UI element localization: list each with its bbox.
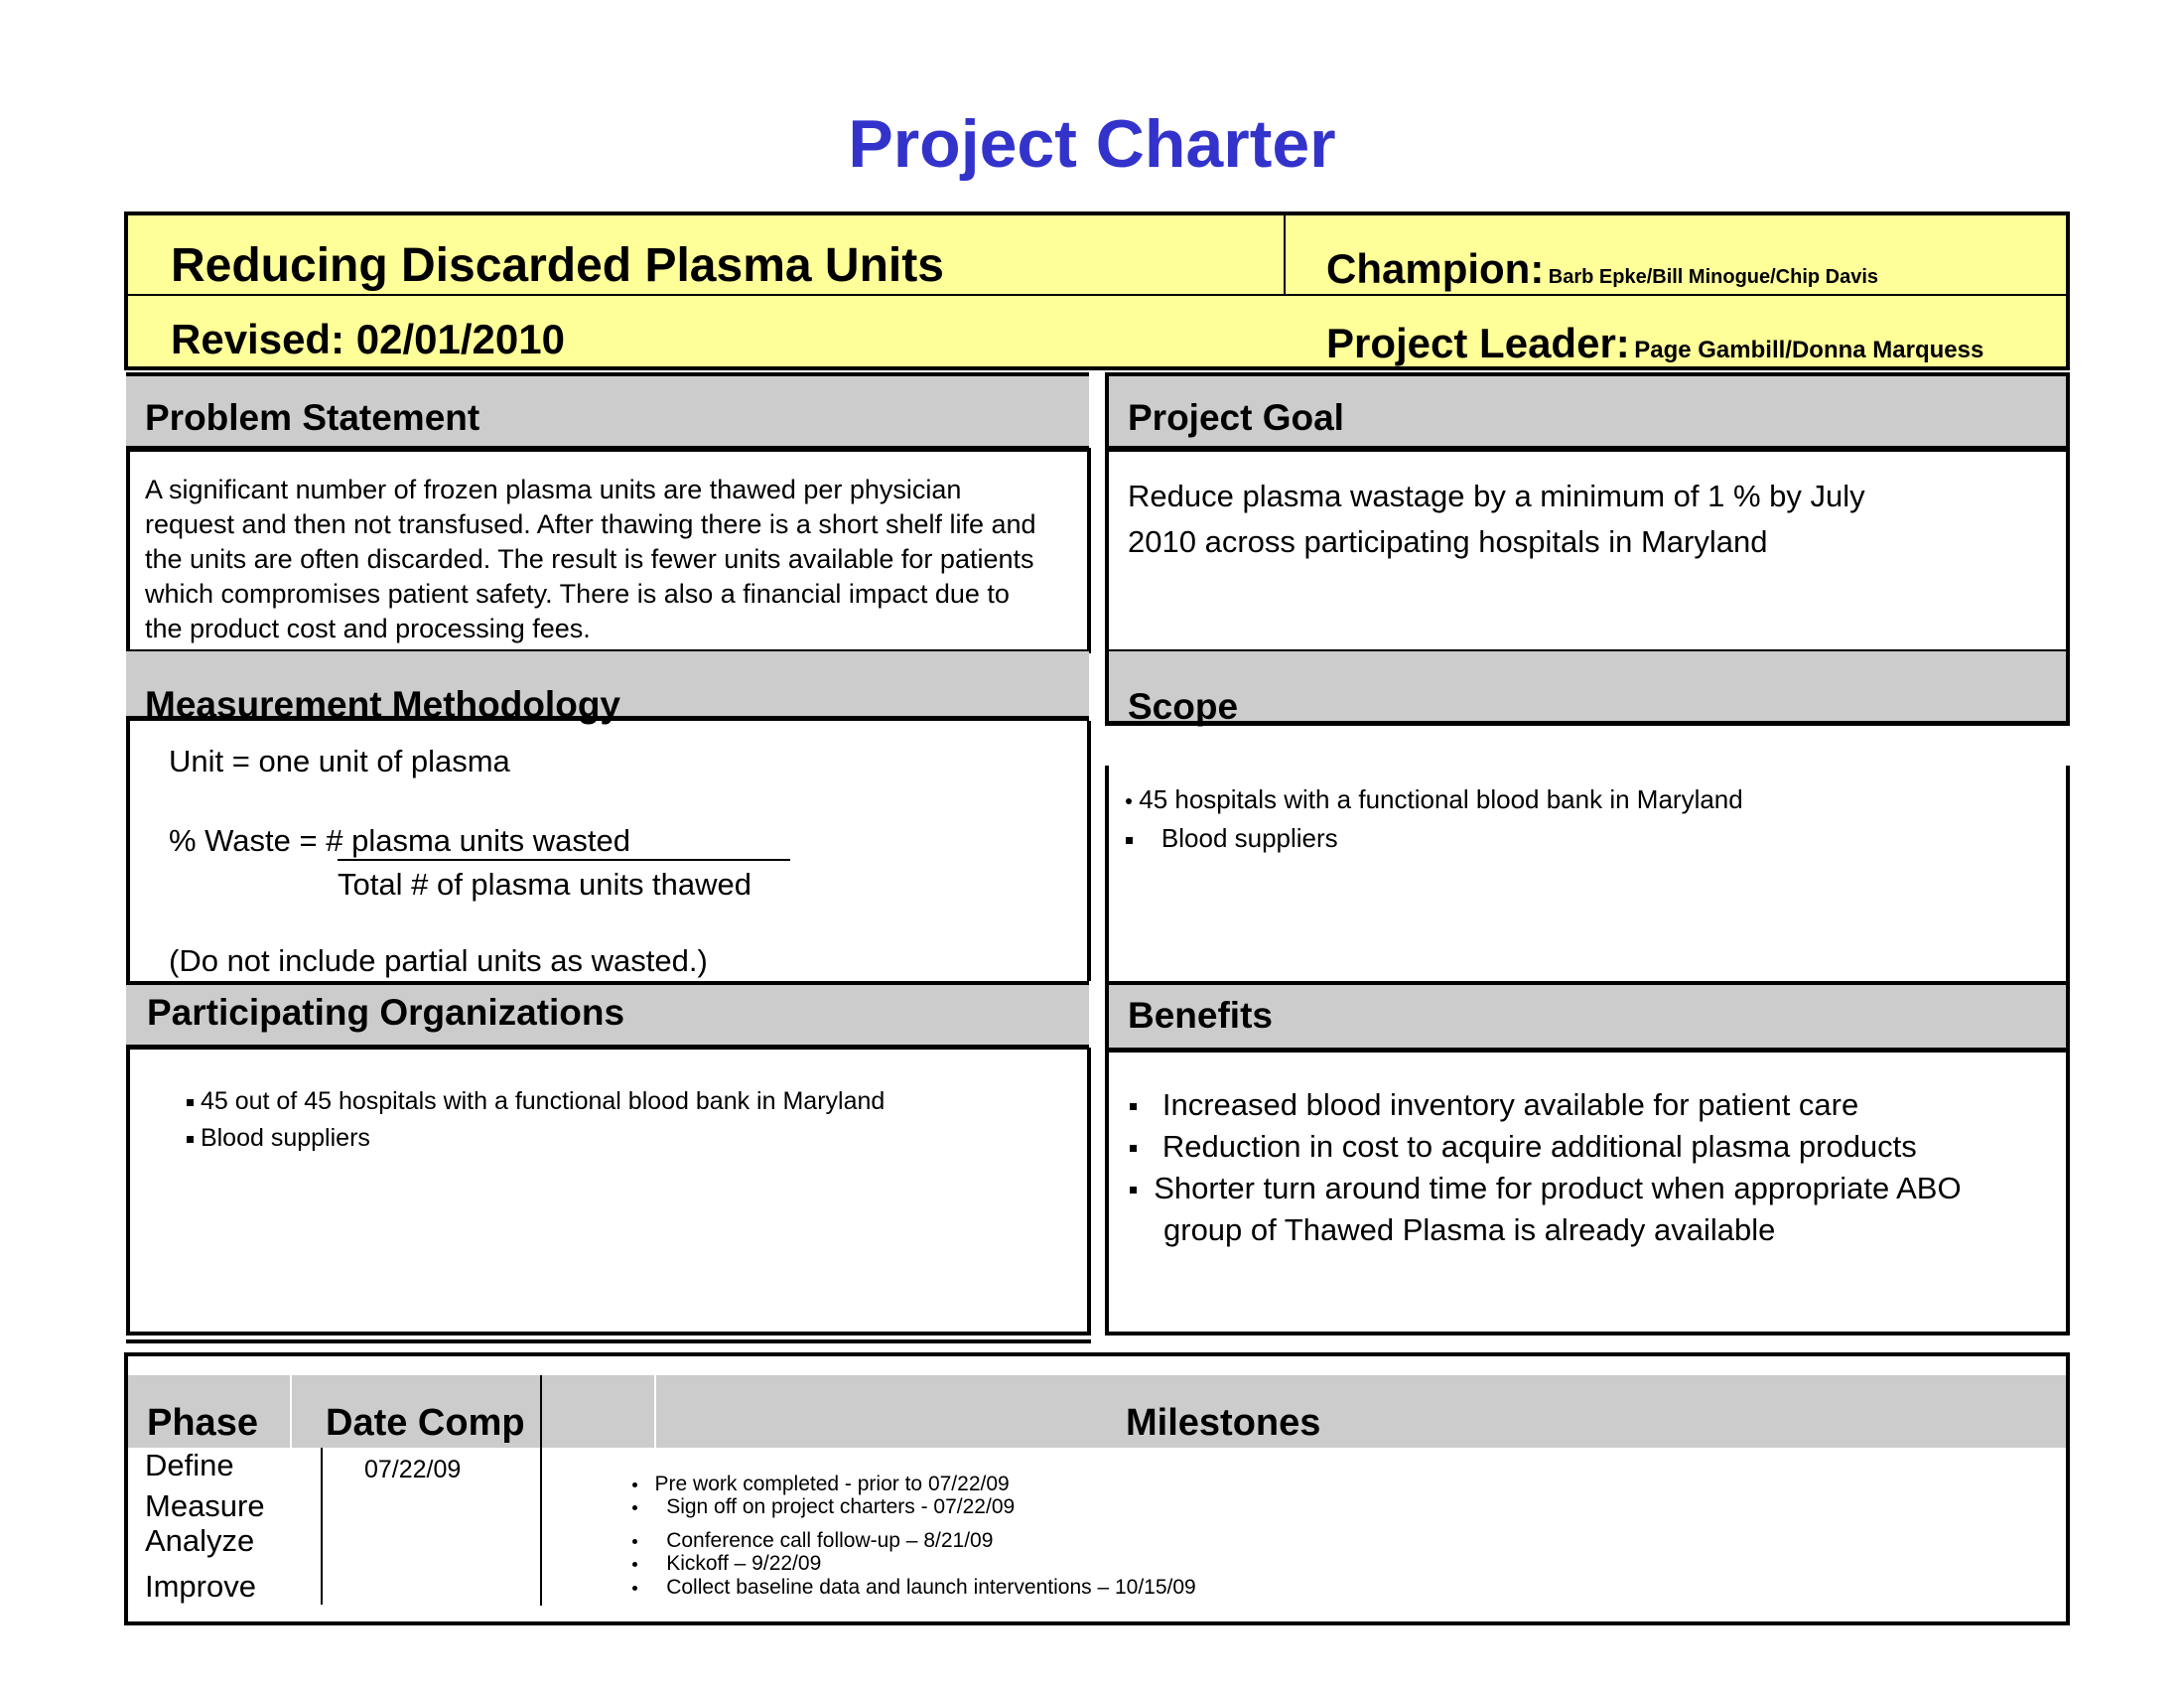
participating-item: 45 out of 45 hospitals with a functional blood bank in Maryland [200,1087,886,1115]
scope-item: Blood suppliers [1160,823,1338,853]
square-bullet-icon [1130,1145,1137,1152]
measurement-formula [169,822,630,860]
project-leader [1326,319,1983,378]
formula-numerator: # plasma units wasted [326,823,630,858]
problem-line: which compromises patient safety. There is also a financial impact due to [145,579,1010,609]
dot-bullet-icon [632,1482,637,1487]
dot-bullet-icon [632,1586,637,1591]
document-title: Project Charter [848,106,1336,182]
header-divider-vertical [1284,211,1286,296]
col-date-header: Date Comp [326,1402,525,1444]
milestone-item: Collect baseline data and launch interventions – 10/15/09 [666,1576,1196,1599]
champion-label: Champion: [1326,245,1545,292]
benefit-item-continuation: group of Thawed Plasma is already available [1163,1212,1776,1247]
square-bullet-icon [1126,837,1133,844]
date-completed: 07/22/09 [364,1456,462,1483]
table-divider [290,1375,292,1448]
scope-heading: Scope [1128,686,1239,727]
phase-item: Measure [145,1488,265,1523]
table-divider [654,1375,656,1448]
benefits-heading: Benefits [1128,995,1273,1036]
waste-label: % Waste = [169,823,327,858]
champion-names: Barb Epke/Bill Minogue/Chip Davis [1548,266,1879,288]
dot-bullet-icon [632,1539,637,1544]
list-item [1130,1126,1962,1168]
list-item [1126,780,1743,819]
leader-label: Project Leader: [1326,320,1630,366]
square-bullet-icon [187,1136,194,1143]
list-item [632,1576,1196,1600]
phase-item: Improve [145,1569,256,1604]
list-item [632,1552,821,1576]
left-double-line [126,1339,1091,1343]
milestone-item: Pre work completed - prior to 07/22/09 [654,1473,1010,1495]
dot-bullet-icon [632,1562,637,1567]
scope-item: 45 hospitals with a functional blood bank in Maryland [1139,784,1743,814]
list-item [632,1529,993,1553]
square-bullet-icon [1130,1103,1137,1110]
benefit-item: Increased blood inventory available for patient care [1161,1087,1859,1122]
measurement-heading: Measurement Methodology [145,684,620,725]
list-item [1130,1168,1962,1209]
dot-bullet-icon [1126,798,1132,804]
table-divider [540,1375,542,1606]
list-item [632,1473,1010,1496]
milestone-item: Conference call follow-up – 8/21/09 [666,1529,994,1552]
milestone-item: Sign off on project charters - 07/22/09 [666,1495,1016,1518]
phase-item: Define [145,1448,234,1482]
leader-names: Page Gambill/Donna Marquess [1634,337,1984,363]
project-goal-heading: Project Goal [1128,397,1344,438]
scope-header [1105,651,2070,726]
dot-bullet-icon [632,1505,637,1510]
goal-line: 2010 across participating hospitals in Maryland [1128,524,1768,559]
formula-denominator: Total # of plasma units thawed [338,867,752,902]
project-name: Reducing Discarded Plasma Units [171,239,944,292]
problem-statement-heading: Problem Statement [145,397,480,438]
champion [1326,244,1878,304]
problem-line: A significant number of frozen plasma units are thawed per physician [145,475,962,504]
revised-date: Revised: 02/01/2010 [171,316,565,362]
benefit-item: Shorter turn around time for product when appropriate ABO [1154,1171,1962,1205]
measurement-unit-def: Unit = one unit of plasma [169,744,510,778]
problem-line: request and then not transfused. After thawing there is a short shelf life and [145,509,1036,539]
measurement-note: (Do not include partial units as wasted.) [169,943,708,978]
list-item [1126,819,1743,858]
list-item [1130,1209,1962,1251]
square-bullet-icon [187,1099,194,1106]
list-item [187,1120,885,1157]
scope-list [1126,780,1743,858]
list-item [187,1083,885,1120]
benefit-item: Reduction in cost to acquire additional plasma products [1161,1129,1917,1164]
project-goal-text [1128,474,1865,565]
participating-list [187,1083,885,1157]
milestone-item: Kickoff – 9/22/09 [666,1552,822,1575]
table-divider [321,1448,323,1605]
benefits-list [1130,1084,1962,1251]
formula-fraction-line [338,859,790,861]
list-item [1130,1084,1962,1126]
square-bullet-icon [1130,1187,1137,1194]
participating-item: Blood suppliers [200,1124,370,1152]
list-item [632,1495,1015,1519]
goal-line: Reduce plasma wastage by a minimum of 1 % by July [1128,479,1865,513]
problem-statement-text [145,473,1078,646]
problem-line: the units are often discarded. The result is fewer units available for patients [145,544,1034,574]
col-phase-header: Phase [147,1402,258,1444]
participating-heading: Participating Organizations [147,992,625,1033]
phase-item: Analyze [145,1523,255,1558]
problem-line: the product cost and processing fees. [145,614,591,643]
col-milestones-header: Milestones [1126,1402,1321,1444]
